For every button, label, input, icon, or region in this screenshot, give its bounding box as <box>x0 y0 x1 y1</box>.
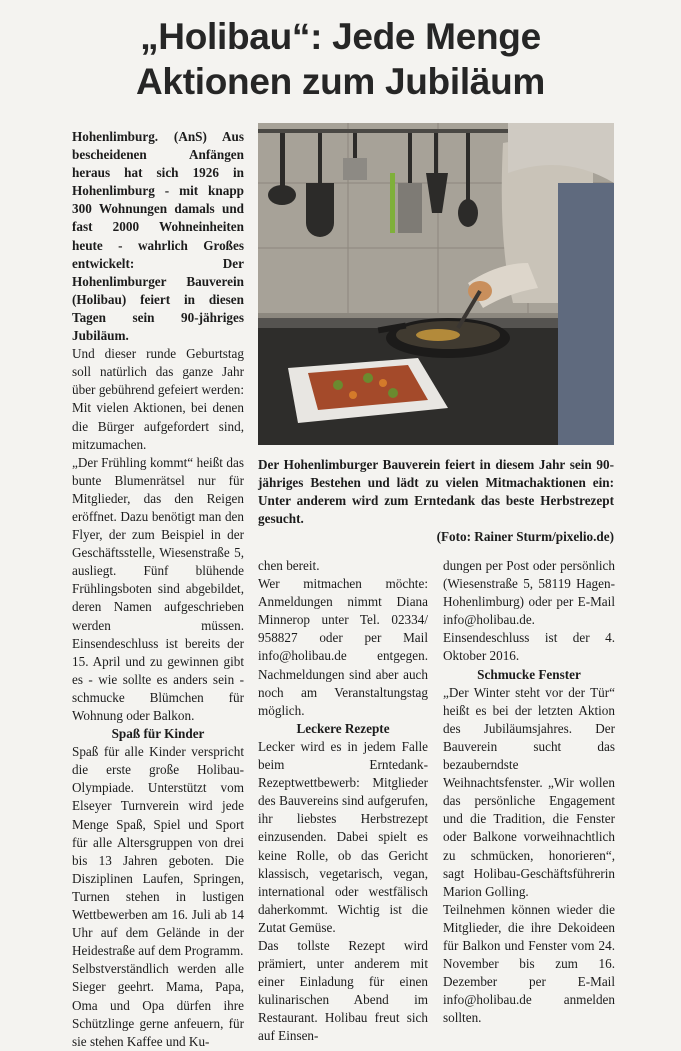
paragraph-9: Teilnehmen können wieder die Mitglieder, die ihre Dekoideen für Balkon und Fenster vom 24. November bis zum 16. Dezember per E-Mail info@holibau.de anmelden sollten. <box>443 901 615 1026</box>
paragraph-3: Spaß für alle Kinder verspricht die erste große Holibau-Olympiade. Unterstützt vom Elseyer Turnverein wird jede Menge Spaß, Spiel und Sport für alle Altersgruppen von drei bis 13 Jahren geboten. Die Disziplinen Laufen, Springen, Turnen stehen in lustigen Wettbewerben am 16. Juli ab 14 Uhr auf dem Gelände in der Heidestraße auf dem Programm. <box>72 744 244 959</box>
headline <box>20 14 661 104</box>
paragraph-5: Wer mitmachen möchte: Anmeldungen nimmt Diana Minnerop unter Tel. 02334/ 958827 oder per Mail info@holibau.de entgegen. Nachmeldungen sind aber auch noch am Veranstaltungstag möglich. <box>258 576 428 718</box>
paragraph-2: „Der Frühling kommt“ heißt das bunte Blumenrätsel nur für Mitglieder, das den Reigen eröffnet. Dazu benötigt man den Flyer, der zum Beispiel in der Geschäftsstelle, Wiesenstraße 5, ausliegt. Fünf blühende Frühlingsboten sind abgebildet, deren Namen aufgeschrieben werden müssen. Einsendeschluss ist bereits der 15. April und zu gewinnen gibt es - wie sollte es anders sein - schmucke Blümchen für Wohnung oder Balkon. <box>72 454 244 723</box>
caption-text: Der Hohenlimburger Bauverein feiert in diesem Jahr sein 90-jähriges Bestehen und lädt zu vielen Mitmachaktionen ein: Unter anderem wird zum Erntedank das beste Herbstrezept gesucht. <box>258 457 614 527</box>
headline-line-2: Aktionen zum Jubiläum <box>136 61 545 102</box>
subheading-kinder: Spaß für Kinder <box>111 726 205 742</box>
paragraph-4b: chen bereit. <box>258 558 320 573</box>
headline-line-1: „Holibau“: Jede Menge <box>140 16 541 57</box>
article-lead: Hohenlimburg. (AnS) Aus bescheidenen Anfängen heraus hat sich 1926 in Hohenlimburg - mit knapp 300 Wohnungen damals und fast 2000 Wohneinheiten heute - wahrlich Großes entwickelt: Der Hohenlimburger Bauverein (Holibau) feiert in diesen Tagen sein 90-jähriges Jubiläum. <box>72 129 244 344</box>
kitchen-stove-photo <box>258 123 614 445</box>
paragraph-6: Lecker wird es in jedem Falle beim Erntedank-Rezeptwettbewerb: Mitglieder des Bauvereins sind aufgerufen, ihr liebstes Herbstrezept einzusenden. Dabei spielt es keine Rolle, ob das Gericht klassisch, vegetarisch, vegan, international oder westfälisch daherkommt. Wichtig ist die Zutat Gemüse. <box>258 738 428 935</box>
column-2 <box>258 557 428 1046</box>
paragraph-1: Und dieser runde Geburtstag soll natürlich das ganze Jahr über gebührend gefeiert werden: Mit vielen Aktionen, bei denen die Bürger aufgefordert sind, mitzumachen. <box>72 346 244 452</box>
photo-caption <box>258 456 614 546</box>
column-1 <box>72 128 244 1051</box>
paragraph-7a: Das tollste Rezept wird prämiert, unter anderem mit einer Einladung für einen kulinarischen Abend im Restaurant. Holibau freut sich auf Einsen- <box>258 937 428 1044</box>
paragraph-7b: dungen per Post oder persönlich (Wiesenstraße 5, 58119 Hagen-Hohenlimburg) oder per E-Mail info@holibau.de. Einsendeschluss ist der 4. Oktober 2016. <box>443 558 615 664</box>
column-3 <box>443 557 615 1027</box>
paragraph-8: „Der Winter steht vor der Tür“ heißt es bei der letzten Aktion des Jubiläumsjahres. Der Bauverein sucht das bezauberndste Weihnachtsfenster. „Wir wollen das persönliche Engagement und die Tradition, die Fenster oder Balkone vorweihnachtlich zu schmücken, honorieren“, sagt Holibau-Geschäftsführerin Marion Golling. <box>443 684 615 899</box>
photo-credit: (Foto: Rainer Sturm/pixelio.de) <box>436 529 614 545</box>
paragraph-4a: Selbstverständlich werden alle Sieger geehrt. Mama, Papa, Oma und Opa dürfen ihre Schützlinge gerne anfeuern, für sie stehen Kaffee und Ku- <box>72 961 244 1049</box>
subheading-rezepte: Leckere Rezepte <box>296 720 390 736</box>
subheading-fenster: Schmucke Fenster <box>477 666 581 682</box>
photo-illustration <box>258 123 614 445</box>
